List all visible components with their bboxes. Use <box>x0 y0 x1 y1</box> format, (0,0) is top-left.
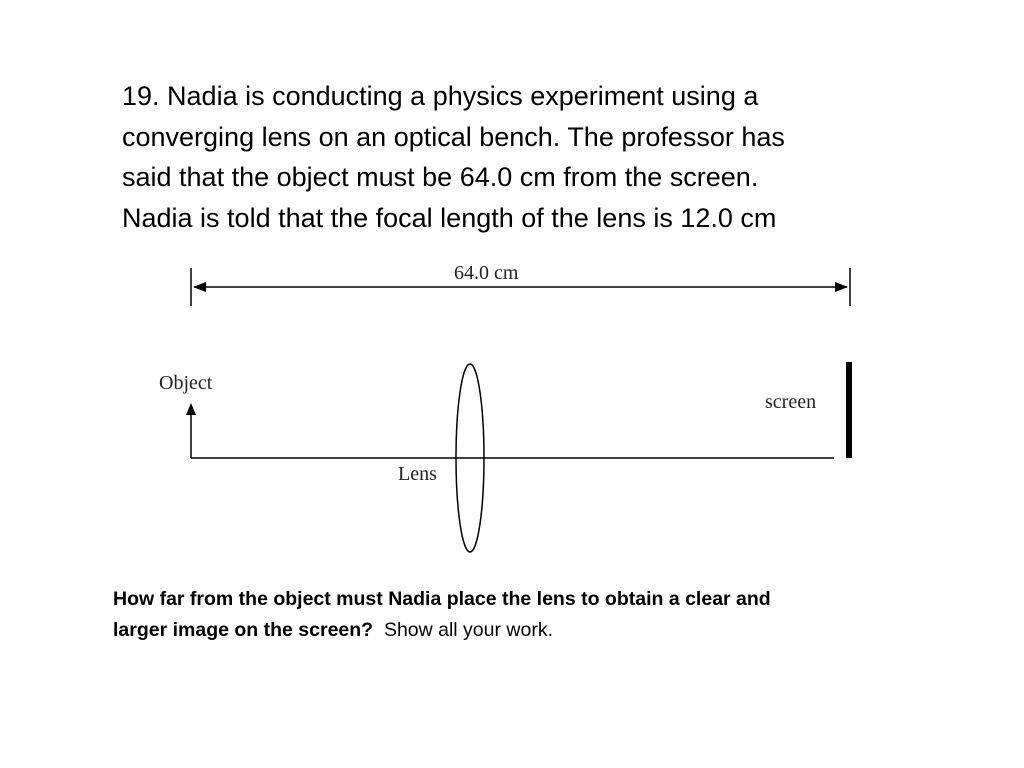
distance-label: 64.0 cm <box>454 262 519 284</box>
dimension-left-arrowhead <box>193 282 206 292</box>
lens-label: Lens <box>398 463 437 485</box>
screen <box>765 362 852 458</box>
object-label: Object <box>159 372 213 394</box>
problem-line-2: converging lens on an optical bench. The professor has <box>122 121 785 152</box>
question-bold-end: larger image on the screen? <box>113 619 374 641</box>
question-line-2 <box>113 615 913 646</box>
question-instruction: Show all your work. <box>383 619 554 641</box>
problem-line-1: 19. Nadia is conducting a physics experiment using a <box>122 81 759 111</box>
question <box>113 584 913 646</box>
object-arrow-head <box>186 403 196 415</box>
object-arrow <box>159 372 213 458</box>
screen-bar <box>846 362 852 458</box>
problem-line-4: Nadia is told that the focal length of the lens is 12.0 cm <box>122 202 777 233</box>
problem-line-3: said that the object must be 64.0 cm from the screen. <box>122 162 759 192</box>
dimension-right-arrowhead <box>835 282 848 292</box>
question-line-1: How far from the object must Nadia place the lens to obtain a clear and <box>113 588 771 610</box>
screen-label: screen <box>765 391 817 413</box>
distance-dimension <box>191 262 850 306</box>
